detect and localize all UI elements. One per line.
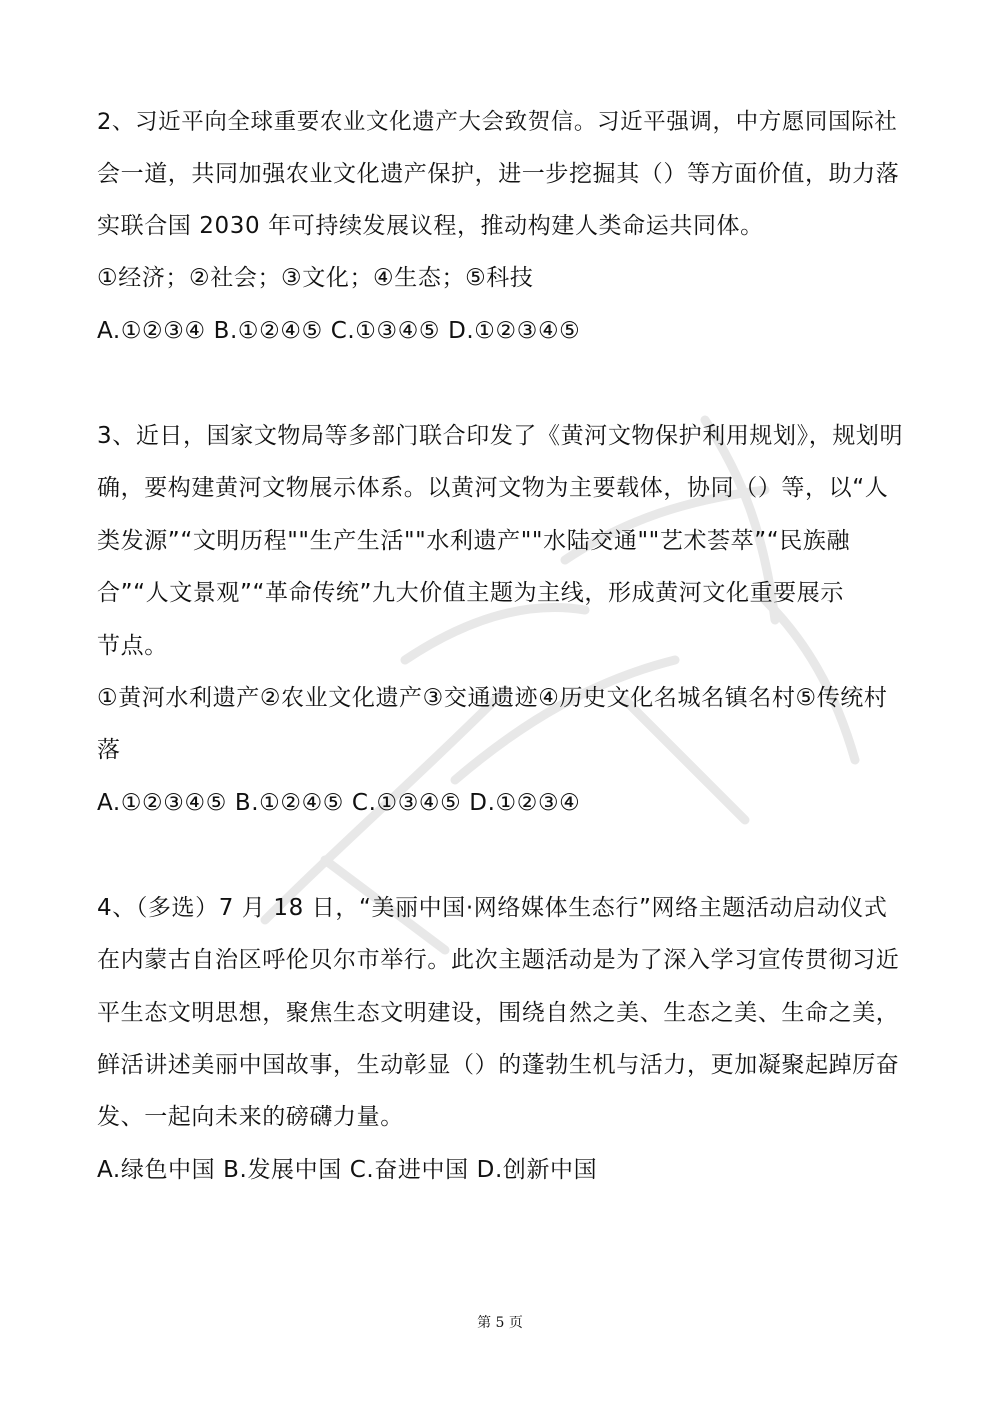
watermark-glyphs bbox=[205, 360, 905, 980]
q4-options: A.绿色中国 B.发展中国 C.奋进中国 D.创新中国 bbox=[97, 1157, 598, 1183]
q3-line-4: 合”“人文景观”“革命传统”九大价值主题为主线，形成黄河文化重要展示 bbox=[97, 580, 844, 606]
q3-line-3: 类发源”“文明历程""生产生活""水利遗产""水陆交通""艺术荟萃”“民族融 bbox=[97, 528, 851, 554]
q3-options: A.①②③④⑤ B.①②④⑤ C.①③④⑤ D.①②③④ bbox=[97, 790, 581, 816]
q2-line-1: 2、习近平向全球重要农业文化遗产大会致贺信。习近平强调，中方愿同国际社 bbox=[97, 109, 898, 135]
q4-line-5: 发、一起向未来的磅礴力量。 bbox=[97, 1104, 404, 1130]
q2-options: A.①②③④ B.①②④⑤ C.①③④⑤ D.①②③④⑤ bbox=[97, 318, 581, 344]
q3-line-5: 节点。 bbox=[97, 633, 168, 659]
q2-items: ①经济；②社会；③文化；④生态；⑤科技 bbox=[97, 265, 534, 291]
q2-line-3: 实联合国 2030 年可持续发展议程，推动构建人类命运共同体。 bbox=[97, 213, 764, 239]
q2-line-2: 会一道，共同加强农业文化遗产保护，进一步挖掘其（）等方面价值，助力落 bbox=[97, 161, 900, 187]
q3-items-2: 落 bbox=[97, 737, 121, 763]
q3-items-1: ①黄河水利遗产②农业文化遗产③交通遗迹④历史文化名城名镇名村⑤传统村 bbox=[97, 685, 888, 711]
page-number: 第 5 页 bbox=[477, 1315, 523, 1331]
q3-line-1: 3、近日，国家文物局等多部门联合印发了《黄河文物保护利用规划》，规划明 bbox=[97, 423, 904, 449]
q4-line-2: 在内蒙古自治区呼伦贝尔市举行。此次主题活动是为了深入学习宣传贯彻习近 bbox=[97, 947, 900, 973]
q4-line-1: 4、（多选）7 月 18 日，“美丽中国·网络媒体生态行”网络主题活动启动仪式 bbox=[97, 895, 888, 921]
q3-line-2: 确，要构建黄河文物展示体系。以黄河文物为主要载体，协同（）等，以“人 bbox=[97, 475, 889, 501]
q4-line-4: 鲜活讲述美丽中国故事，生动彰显（）的蓬勃生机与活力，更加凝聚起踔厉奋 bbox=[97, 1052, 900, 1078]
q4-line-3: 平生态文明思想，聚焦生态文明建设，围绕自然之美、生态之美、生命之美， bbox=[97, 1000, 900, 1026]
